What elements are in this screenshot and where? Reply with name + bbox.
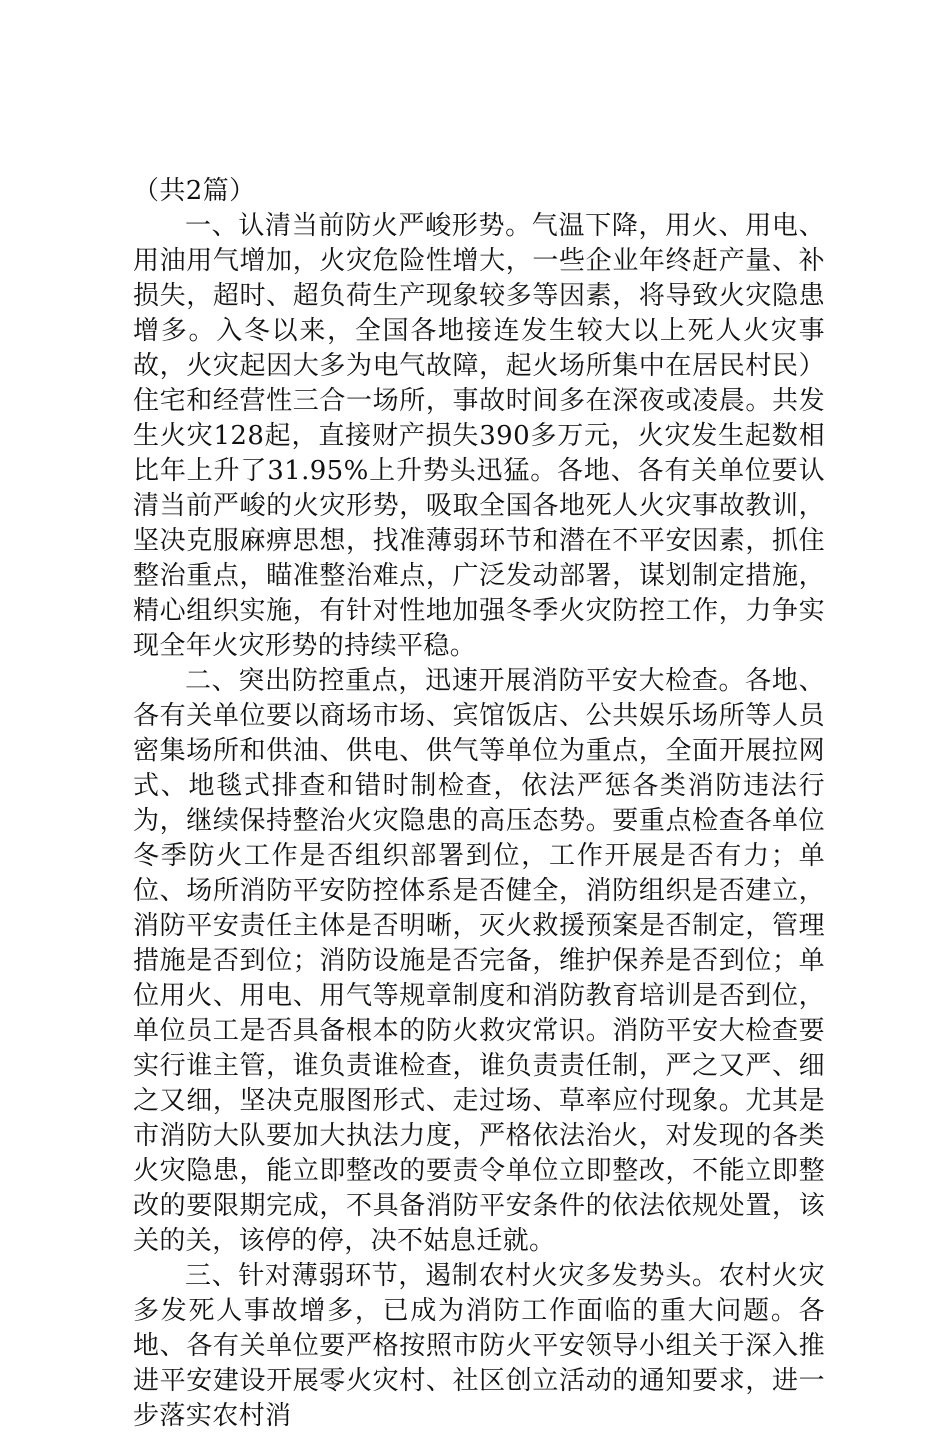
paragraph-3: 三、针对薄弱环节，遏制农村火灾多发势头。农村火灾多发死人事故增多，已成为消防工作面临的重大问题。各地、各有关单位要严格按照市防火平安领导小组关于深入推进平安建设开展零火灾村、社区创立活动的通知要求，进一步落实农村消 [133,1261,825,1431]
paragraph-1: 一、认清当前防火严峻形势。气温下降，用火、用电、用油用气增加，火灾危险性增大，一些企业年终赶产量、补损失，超时、超负荷生产现象较多等因素，将导致火灾隐患增多。入冬以来，全国各地接连发生较大以上死人火灾事故，火灾起因大多为电气故障，起火场所集中在居民村民）住宅和经营性三合一场所，事故时间多在深夜或凌晨。共发生火灾128起，直接财产损失390多万元，火灾发生起数相比年上升了31.95%上升势头迅猛。各地、各有关单位要认清当前严峻的火灾形势，吸取全国各地死人火灾事故教训，坚决克服麻痹思想，找准薄弱环节和潜在不平安因素，抓住整治重点，瞄准整治难点，广泛发动部署，谋划制定措施，精心组织实施，有针对性地加强冬季火灾防控工作，力争实现全年火灾形势的持续平稳。 [133,211,825,661]
paragraph-2: 二、突出防控重点，迅速开展消防平安大检查。各地、各有关单位要以商场市场、宾馆饭店、公共娱乐场所等人员密集场所和供油、供电、供气等单位为重点，全面开展拉网式、地毯式排查和错时制检查，依法严惩各类消防违法行为，继续保持整治火灾隐患的高压态势。要重点检查各单位冬季防火工作是否组织部署到位，工作开展是否有力；单位、场所消防平安防控体系是否健全，消防组织是否建立，消防平安责任主体是否明晰，灭火救援预案是否制定，管理措施是否到位；消防设施是否完备，维护保养是否到位；单位用火、用电、用气等规章制度和消防教育培训是否到位，单位员工是否具备根本的防火救灾常识。消防平安大检查要实行谁主管，谁负责谁检查，谁负责责任制，严之又严、细之又细，坚决克服图形式、走过场、草率应付现象。尤其是市消防大队要加大执法力度，严格依法治火，对发现的各类火灾隐患，能立即整改的要责令单位立即整改，不能立即整改的要限期完成，不具备消防平安条件的依法依规处置，该关的关，该停的停，决不姑息迁就。 [133,666,825,1256]
series-note: （共2篇） [133,176,256,206]
document-body [133,174,825,1434]
